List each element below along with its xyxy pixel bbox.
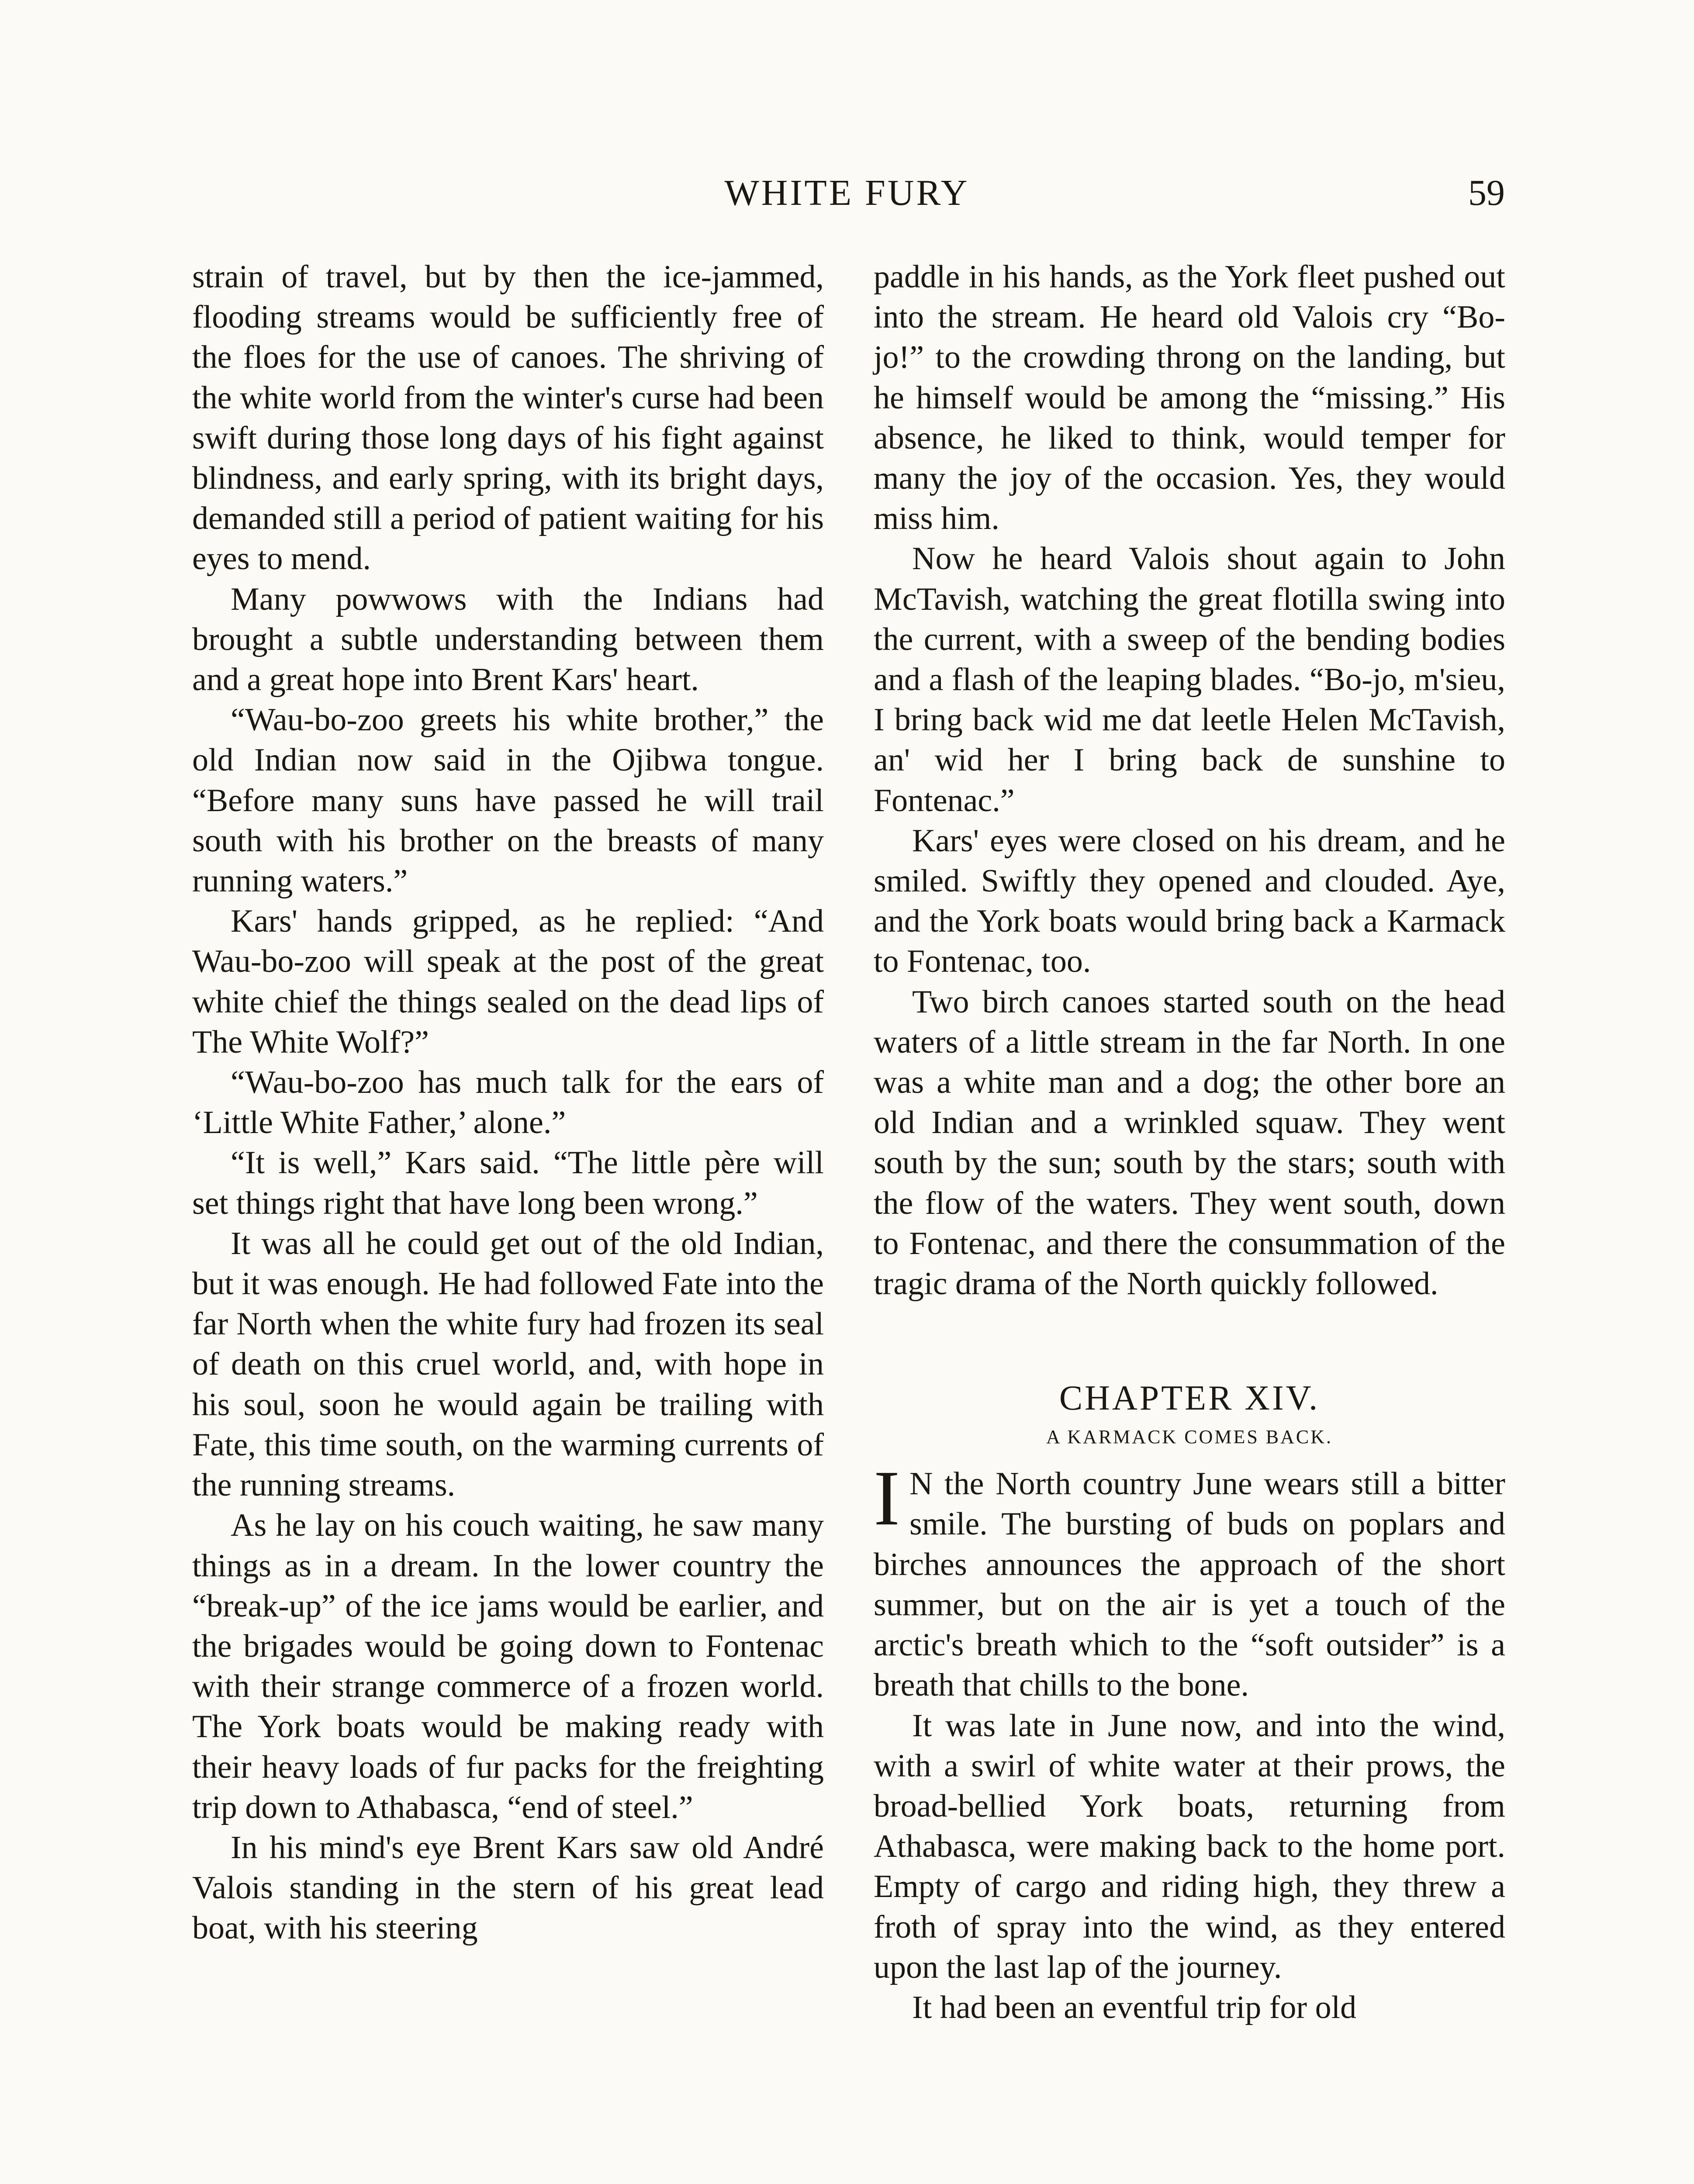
paragraph: In his mind's eye Brent Kars saw old André Valois standing in the stern of his great lead boat, with his steering [192,1829,824,1946]
paragraph: It was late in June now, and into the wind, with a swirl of white water at their prows, the broad-bellied York boats, returning from Athabasca, were making back to the home port. Empty of cargo and riding high, they threw a froth of spray into the wind, as they entered upon the last lap of the journey. [874,1707,1505,1985]
paragraph: paddle in his hands, as the York fleet pushed out into the stream. He heard old Valois cry “Bo-jo!” to the crowding throng on the landing, but he himself would be among the “missing.” His absence, he liked to think, would temper for many the joy of the occasion. Yes, they would miss him. [874,259,1505,537]
paragraph: “Wau-bo-zoo greets his white brother,” the old Indian now said in the Ojibwa tongue. “Before many suns have passed he will trail south with his brother on the breasts of many running waters.” [192,702,824,899]
paragraph: As he lay on his couch waiting, he saw many things as in a dream. In the lower country the “break-up” of the ice jams would be earlier, and the brigades would be going down to Fontenac with their strange commerce of a frozen world. The York boats would be making ready with their heavy loads of fur packs for the freighting trip down to Athabasca, “end of steel.” [192,1507,824,1825]
paragraph: Two birch canoes started south on the head waters of a little stream in the far North. In one was a white man and a dog; the other bore an old Indian and a wrinkled squaw. They went south by the sun; south by the stars; south with the flow of the waters. They went south, down to Fontenac, and there the consummation of the tragic drama of the North quickly followed. [874,984,1505,1302]
paragraph: Now he heard Valois shout again to John McTavish, watching the great flotilla swing into the current, with a sweep of the bending bodies and a flash of the leaping blades. “Bo-jo, m'sieu, I bring back wid me dat leetle Helen McTavish, an' wid her I bring back de sunshine to Fontenac.” [874,541,1505,819]
paragraph: strain of travel, but by then the ice-jammed, flooding streams would be sufficiently free of the floes for the use of canoes. The shriving of the white world from the winter's curse had been swift during those long days of his fight against blindness, and early spring, with its bright days, demanded still a period of patient waiting for his eyes to mend. [192,259,824,577]
opening-paragraph-text: N the North country June wears still a bitter smile. The bursting of buds on poplars and birches announces the approach of the short summer, but on the air is yet a touch of the arctic's breath which to the “soft outsider” is a breath that chills to the bone. [874,1466,1505,1704]
chapter-opening-paragraph [874,1455,1505,1705]
paragraph: “It is well,” Kars said. “The little père will set things right that have long been wrong.” [192,1145,824,1221]
chapter-title: CHAPTER XIV. [1059,1379,1320,1418]
paragraph: “Wau-bo-zoo has much talk for the ears of ‘Little White Father,’ alone.” [192,1064,824,1141]
paragraph: It was all he could get out of the old Indian, but it was enough. He had followed Fate into the far North when the white fury had frozen its seal of death on this cruel world, and, with hope in his soul, soon he would again be trailing with Fate, this time south, on the warming currents of the running streams. [192,1225,824,1503]
left-text-column [192,257,824,1949]
paragraph: Many powwows with the Indians had brought a subtle understanding between them and a great hope into Brent Kars' heart. [192,581,824,698]
paragraph: Kars' eyes were closed on his dream, and he smiled. Swiftly they opened and clouded. Aye, and the York boats would bring back a Karmack to Fontenac, too. [874,822,1505,980]
page-number: 59 [1468,173,1505,213]
paragraph: Kars' hands gripped, as he replied: “And Wau-bo-zoo will speak at the post of the great white chief the things sealed on the dead lips of The White Wolf?” [192,903,824,1060]
running-header-title: WHITE FURY [724,173,970,213]
drop-cap: I [874,1455,900,1542]
right-text-column [874,257,1505,2028]
paragraph: It had been an eventful trip for old [912,1989,1357,2025]
chapter-subtitle: A KARMACK COMES BACK. [1046,1426,1333,1448]
